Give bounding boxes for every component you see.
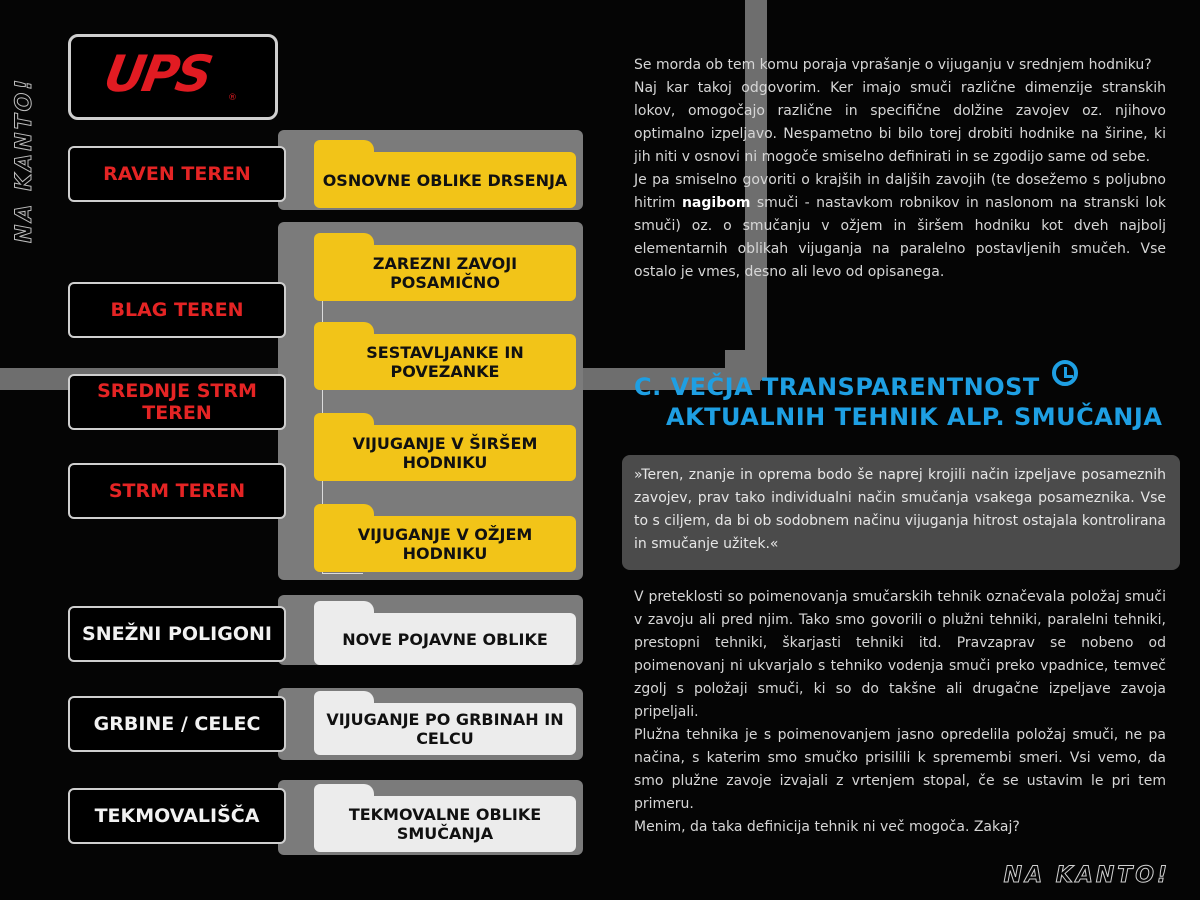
technique-label: NOVE POJAVNE OBLIKE (342, 629, 548, 649)
article-intro (634, 54, 1166, 284)
technique-osnovne-oblike (314, 152, 576, 208)
technique-label: VIJUGANJE V OŽJEM HODNIKU (357, 525, 533, 563)
technique-grbine-celec (314, 703, 576, 755)
quote-text: »Teren, znanje in oprema bodo še naprej krojili način izpeljave posameznih zavojev, prav tako individualni način smučanja vsakega posameznika. Vse to s ciljem, da bi ob sodobnem načinu vijuganja hitrost ostajala kontrolirana in smučanje užitek.« (634, 467, 1166, 552)
terrain-label: BLAG TEREN (110, 299, 244, 321)
terrain-tekmovalisca (68, 788, 286, 844)
paragraph: Naj kar takoj odgovorim. Ker imajo smuči različne dimenzije stranskih lokov, omogočajo različne in specifične dolžine zavojev oz. njihovo optimalno izpeljavo. Nespametno bi bilo torej drobiti hodnike na širine, ki jih niti v osnovi ni mogoče smiselno definirati in se zgodijo same od sebe. (634, 80, 1166, 165)
text-run: Je pa smiselno govoriti o krajših in daljših zavojih (te dosežemo s poljubno hitrim (634, 172, 1166, 211)
footer-brand-text: NA KANTO! (1003, 863, 1170, 888)
technique-label: ZAREZNI ZAVOJI POSAMIČNO (372, 254, 518, 292)
terrain-label: STRM TEREN (108, 480, 246, 502)
technique-ozji-hodnik (314, 516, 576, 572)
paragraph: Se morda ob tem komu poraja vprašanje o vijuganju v srednjem hodniku? (634, 57, 1152, 73)
paragraph: V preteklosti so poimenovanja smučarskih tehnik označevala položaj smuči v zavoju ali pred njim. Tako smo govorili o plužni tehniki, paralelni tehniki, prestopni tehniki, škarjasti tehniki itd. Pravzaprav se nobeno od poimenovanj ni ukvarjalo s tehniko vodenja smuči preko vpadnice, temveč zgolj s položaji smuči, ki so do takšne ali drugačne izpeljave zavoja pripeljali. (634, 589, 1166, 720)
text-run: smuči - nastavkom robnikov in naslonom na stranski lok smuči) oz. o smučanju v ožjem in širšem hodniku kot dveh najbolj elementarnih oblikah vijuganja na paralelno postavljenih smučeh. Vse ostalo je vmes, desno ali levo od opisanega. (634, 195, 1166, 280)
technique-tekmovalne (314, 796, 576, 852)
terrain-srednje-strm (68, 374, 286, 430)
paragraph: Plužna tehnika je s poimenovanjem jasno opredelila položaj smuči, ne pa načina, s katerim smo smučko prisilili k spremembi smeri. Vsi vemo, da smo plužne zavoje izvajali z vrtenjem stopal, če se ustavim le pri tem primeru. (634, 727, 1166, 812)
terrain-label: SNEŽNI POLIGONI (82, 623, 272, 645)
clock-icon (1052, 360, 1078, 386)
section-heading (634, 372, 1194, 432)
logo-registered-mark: ® (228, 93, 237, 103)
heading-line-2: AKTUALNIH TEHNIK ALP. SMUČANJA (666, 403, 1163, 431)
terrain-blag (68, 282, 286, 338)
terrain-label: RAVEN TEREN (103, 163, 251, 185)
bold-term: nagibom (681, 195, 751, 211)
paragraph: Menim, da taka definicija tehnik ni več mogoča. Zakaj? (634, 819, 1020, 835)
terrain-strm (68, 463, 286, 519)
technique-sestavljanke (314, 334, 576, 390)
side-brand-text: NA KANTO! (12, 76, 37, 244)
terrain-raven (68, 146, 286, 202)
terrain-label: SREDNJE STRM TEREN (97, 380, 257, 424)
technique-sirsi-hodnik (314, 425, 576, 481)
technique-label: VIJUGANJE V ŠIRŠEM HODNIKU (352, 434, 538, 472)
technique-label: TEKMOVALNE OBLIKE SMUČANJA (348, 805, 542, 843)
terrain-grbine-celec (68, 696, 286, 752)
paragraph (634, 169, 1166, 284)
terrain-label: TEKMOVALIŠČA (94, 805, 260, 827)
technique-label: SESTAVLJANKE IN POVEZANKE (366, 343, 524, 381)
technique-nove-pojavne (314, 613, 576, 665)
terrain-label: GRBINE / CELEC (93, 713, 261, 735)
logo-text: UPS (99, 45, 215, 103)
logo (68, 34, 278, 120)
technique-label: OSNOVNE OBLIKE DRSENJA (322, 170, 568, 190)
heading-line-1: C. VEČJA TRANSPARENTNOST (634, 373, 1040, 401)
article-body (634, 586, 1166, 839)
terrain-snezni-poligoni (68, 606, 286, 662)
technique-zarezni-zavoji (314, 245, 576, 301)
technique-label: VIJUGANJE PO GRBINAH IN CELCU (326, 710, 564, 748)
